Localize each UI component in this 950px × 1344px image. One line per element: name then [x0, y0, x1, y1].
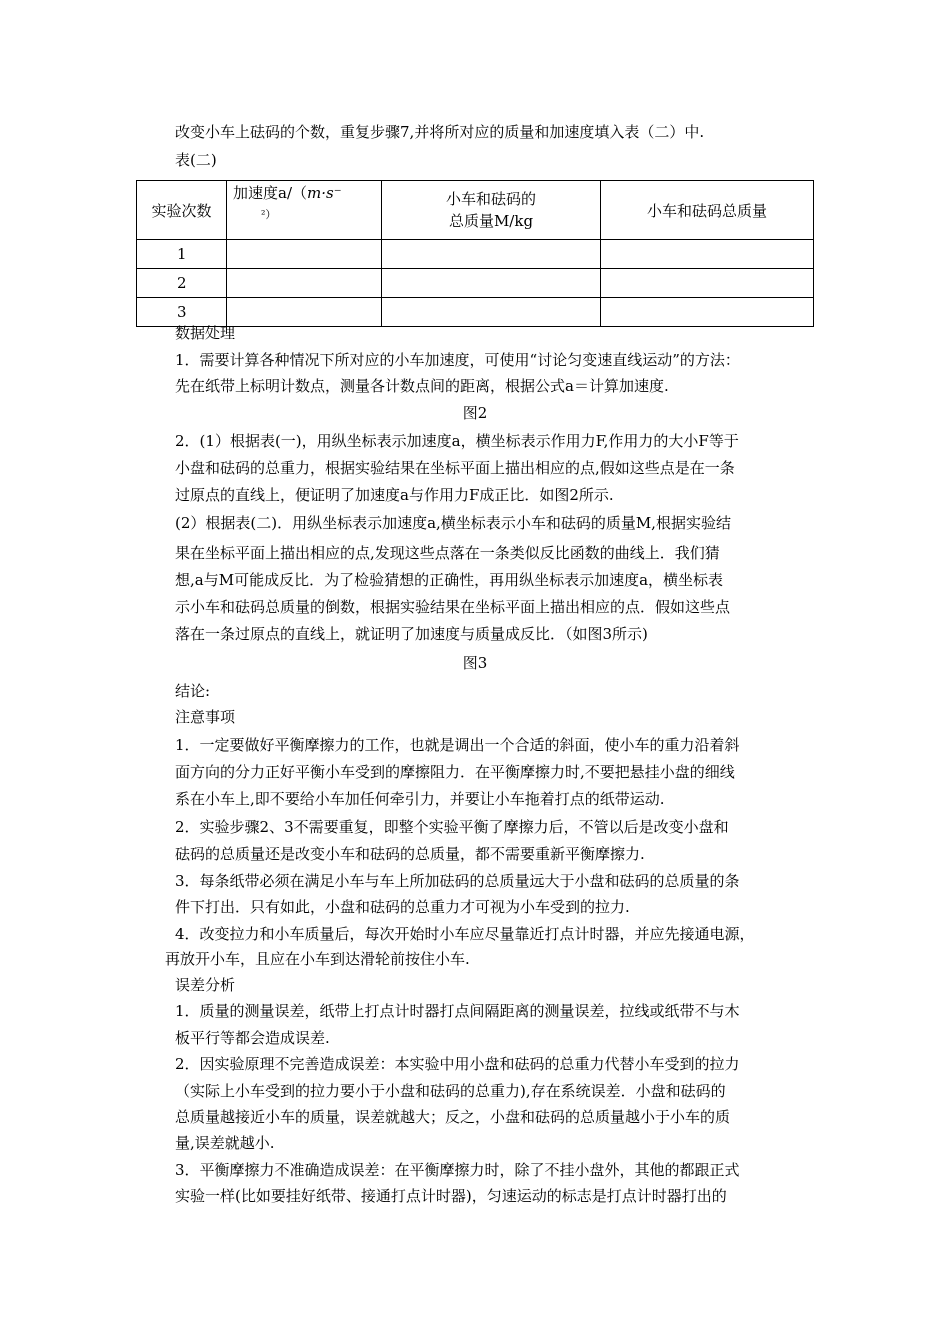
section-heading-errors: 误差分析 [175, 976, 236, 994]
paragraph-line: 再放开小车，且应在小车到达滑轮前按住小车. [165, 950, 470, 968]
paragraph-line: 面方向的分力正好平衡小车受到的摩擦阻力．在平衡摩擦力时,不要把悬挂小盘的细线 [175, 763, 735, 781]
table-row [137, 269, 814, 298]
paragraph-line: 3．每条纸带必须在满足小车与车上所加砝码的总质量远大于小盘和砝码的总质量的条 [175, 872, 740, 890]
paragraph-line: 板平行等都会造成误差. [175, 1029, 330, 1047]
header-total-mass: 小车和砝码的 总质量M/kg [382, 181, 601, 240]
paragraph-line: 示小车和砝码总质量的倒数，根据实验结果在坐标平面上描出相应的点．假如这些点 [175, 598, 731, 616]
paragraph-line: (2）根据表(二)．用纵坐标表示加速度a,横坐标表示小车和砝码的质量M,根据实验结 [175, 514, 731, 532]
paragraph-line: 3．平衡摩擦力不准确造成误差：在平衡摩擦力时，除了不挂小盘外，其他的都跟正式 [175, 1161, 740, 1179]
paragraph-line: 落在一条过原点的直线上，就证明了加速度与质量成反比．（如图3所示) [175, 625, 648, 643]
table-cell [382, 240, 601, 269]
paragraph-line: 1．需要计算各种情况下所对应的小车加速度，可使用“讨论匀变速直线运动”的方法： [175, 351, 740, 369]
paragraph-line: （实际上小车受到的拉力要小于小盘和砝码的总重力),存在系统误差．小盘和砝码的 [175, 1082, 726, 1100]
table-cell [227, 240, 382, 269]
paragraph-line: 系在小车上,即不要给小车加任何牵引力，并要让小车拖着打点的纸带运动. [175, 790, 665, 808]
paragraph-line: 总质量越接近小车的质量，误差就越大；反之，小盘和砝码的总质量越小于小车的质 [175, 1108, 731, 1126]
header-trial-count: 实验次数 [137, 181, 227, 240]
paragraph-line: 2．(1）根据表(一)，用纵坐标表示加速度a，横坐标表示作用力F,作用力的大小F等于 [175, 432, 739, 450]
paragraph-line: 2．因实验原理不完善造成误差：本实验中用小盘和砝码的总重力代替小车受到的拉力 [175, 1055, 740, 1073]
table-cell [382, 269, 601, 298]
table-cell [227, 269, 382, 298]
header-total-mass-reciprocal: 小车和砝码总质量 [601, 181, 814, 240]
table-title: 表(二) [175, 151, 217, 169]
section-heading-notes: 注意事项 [175, 708, 236, 726]
table-cell: 1 [137, 240, 227, 269]
paragraph-line: 过原点的直线上，便证明了加速度a与作用力F成正比．如图2所示. [175, 486, 614, 504]
table-cell: 2 [137, 269, 227, 298]
paragraph-line: 实验一样(比如要挂好纸带、接通打点计时器)，匀速运动的标志是打点计时器打出的 [175, 1187, 727, 1205]
section-heading-data-processing: 数据处理 [175, 324, 236, 342]
table-cell [382, 298, 601, 327]
table-header-row [137, 181, 814, 240]
data-table-2 [136, 180, 814, 327]
table-row [137, 298, 814, 327]
paragraph-line: 1．质量的测量误差，纸带上打点计时器打点间隔距离的测量误差，拉线或纸带不与木 [175, 1002, 740, 1020]
table-cell: 3 [137, 298, 227, 327]
table-cell [601, 240, 814, 269]
paragraph-line: 1．一定要做好平衡摩擦力的工作，也就是调出一个合适的斜面，使小车的重力沿着斜 [175, 736, 740, 754]
paragraph-line: 果在坐标平面上描出相应的点,发现这些点落在一条类似反比函数的曲线上．我们猜 [175, 544, 720, 562]
figure-label-2: 图2 [462, 404, 488, 422]
table-cell [227, 298, 382, 327]
paragraph-line: 2．实验步骤2、3不需要重复，即整个实验平衡了摩擦力后，不管以后是改变小盘和 [175, 818, 729, 836]
paragraph-line: 先在纸带上标明计数点，测量各计数点间的距离，根据公式a＝计算加速度. [175, 377, 669, 395]
figure-label-3: 图3 [462, 654, 488, 672]
table-cell [601, 298, 814, 327]
paragraph-line: 4．改变拉力和小车质量后，每次开始时小车应尽量靠近打点计时器，并应先接通电源， [175, 925, 755, 943]
table-row [137, 240, 814, 269]
paragraph-line: 量,误差就越小. [175, 1134, 275, 1152]
paragraph-line: 想,a与M可能成反比．为了检验猜想的正确性，再用纵坐标表示加速度a，横坐标表 [175, 571, 724, 589]
intro-line: 改变小车上砝码的个数，重复步骤7,并将所对应的质量和加速度填入表（二）中. [175, 123, 705, 141]
paragraph-line: 砝码的总质量还是改变小车和砝码的总质量，都不需要重新平衡摩擦力. [175, 845, 645, 863]
header-acceleration: 加速度a/（m·s⁻ ²） [227, 181, 382, 240]
paragraph-line: 小盘和砝码的总重力，根据实验结果在坐标平面上描出相应的点,假如这些点是在一条 [175, 459, 735, 477]
conclusion-heading: 结论: [175, 682, 211, 700]
table-cell [601, 269, 814, 298]
paragraph-line: 件下打出．只有如此，小盘和砝码的总重力才可视为小车受到的拉力. [175, 898, 630, 916]
